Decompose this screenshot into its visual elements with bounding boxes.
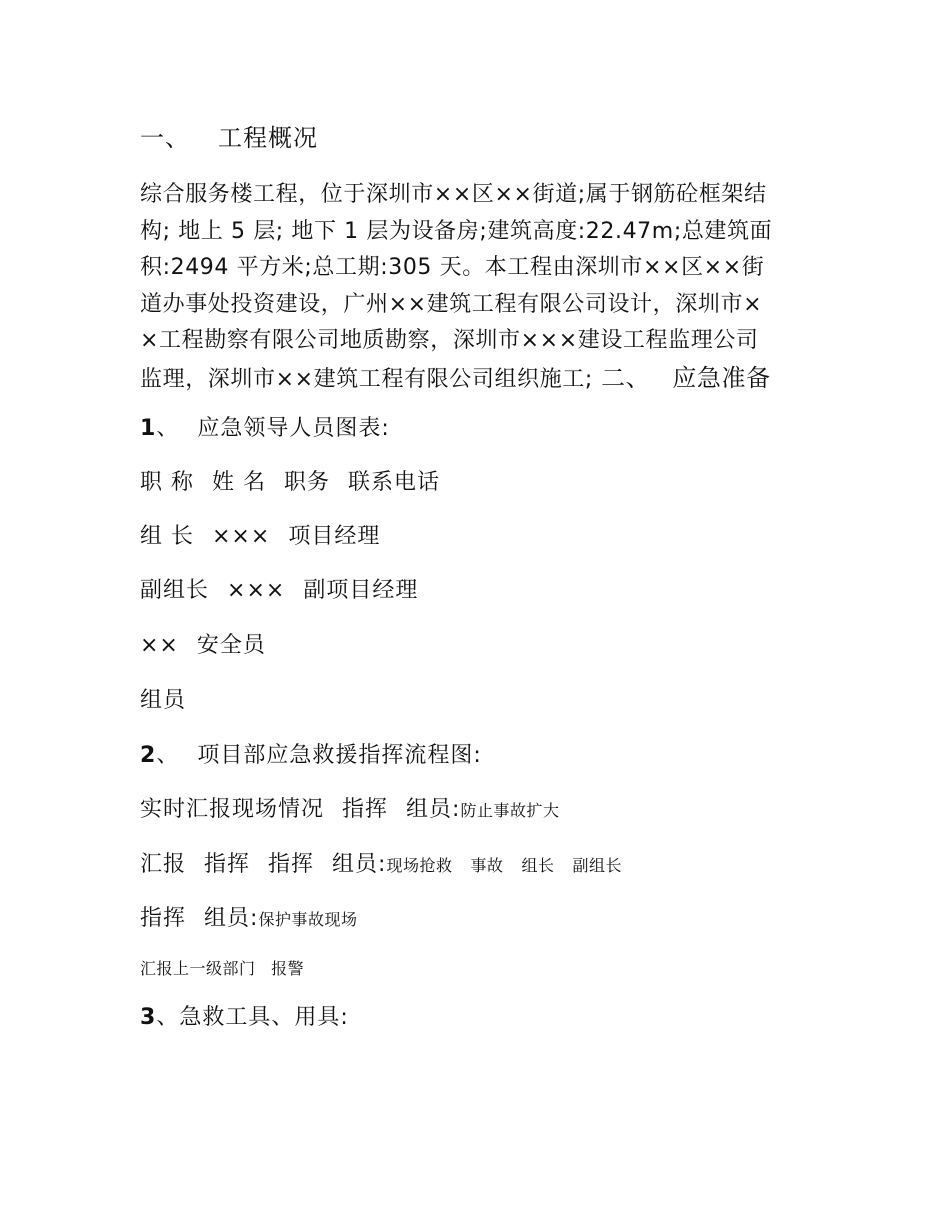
flow-small-text: 现场抢救 (386, 856, 453, 875)
section-number: 二、 (601, 363, 651, 392)
table-row (140, 576, 418, 606)
row-title: 副组长 (140, 578, 210, 603)
flow-text: 组员: (204, 906, 259, 931)
flow-line (140, 850, 622, 881)
section-heading-1 (140, 123, 318, 153)
paragraph-line: ×工程勘察有限公司地质勘察，深圳市×××建设工程监理公司 (140, 328, 759, 353)
flow-small-text: 组长 (521, 856, 555, 875)
item-heading-2 (140, 741, 482, 771)
row-title: 组 长 (140, 524, 194, 549)
item-title: 、急救工具、用具: (156, 1005, 349, 1030)
flow-line (140, 795, 559, 826)
table-row (140, 522, 380, 552)
flow-small-text: 汇报上一级部门 (140, 959, 256, 978)
header-phone: 联系电话 (348, 470, 441, 495)
flow-text: 指挥 (342, 797, 389, 822)
row-name: ××× (212, 524, 271, 549)
item-separator: 、 (156, 743, 180, 768)
section-number: 一、 (140, 124, 190, 152)
flow-small-text: 报警 (271, 959, 305, 978)
section-title: 工程概况 (218, 124, 318, 152)
row-duty: 安全员 (196, 633, 266, 658)
item-heading-3 (140, 1003, 349, 1033)
section-heading-2 (593, 364, 771, 392)
paragraph-line: 积:2494 平方米;总工期:305 天。本工程由深圳市××区××街 (140, 255, 765, 280)
header-name: 姓 名 (212, 470, 266, 495)
item-heading-1 (140, 414, 390, 444)
item-number: 3 (140, 1005, 157, 1030)
flow-small-text: 副组长 (572, 856, 623, 875)
flow-text: 指挥 (268, 852, 315, 877)
paragraph-text: 监理，深圳市××建筑工程有限公司组织施工; (140, 366, 593, 392)
flow-text: 组员: (332, 852, 387, 877)
row-duty: 项目经理 (288, 524, 381, 549)
flow-text: 汇报 (140, 852, 187, 877)
paragraph-line (140, 360, 820, 399)
table-header-row (140, 468, 440, 498)
row-duty: 副项目经理 (303, 578, 419, 603)
flow-small-text: 事故 (470, 856, 504, 875)
paragraph-line: 综合服务楼工程，位于深圳市××区××街道;属于钢筋砼框架结 (140, 182, 767, 207)
paragraph-line: 道办事处投资建设，广州××建筑工程有限公司设计，深圳市× (140, 291, 763, 317)
item-number: 2 (140, 743, 157, 768)
row-name: ××× (227, 578, 286, 603)
row-title: ×× (140, 633, 179, 658)
item-number: 1 (140, 416, 157, 441)
item-separator: 、 (156, 416, 180, 441)
header-duty: 职务 (284, 470, 331, 495)
flow-line (140, 954, 304, 984)
paragraph-line: 构; 地上 5 层; 地下 1 层为设备房;建筑高度:22.47m;总建筑面 (140, 218, 773, 244)
flow-text: 指挥 (140, 906, 187, 931)
item-title: 应急领导人员图表: (197, 416, 390, 441)
section-title: 应急准备 (672, 363, 771, 392)
row-title: 组员 (140, 688, 187, 713)
table-row (140, 686, 186, 716)
header-title: 职 称 (140, 470, 194, 495)
overview-paragraph (140, 177, 820, 398)
flow-small-text: 防止事故扩大 (460, 801, 560, 820)
item-title: 项目部应急救援指挥流程图: (197, 743, 482, 768)
flow-text: 实时汇报现场情况 (140, 797, 325, 822)
flow-line (140, 904, 357, 935)
table-row (140, 631, 266, 661)
flow-text: 组员: (406, 797, 461, 822)
flow-small-text: 保护事故现场 (258, 910, 358, 929)
flow-text: 指挥 (204, 852, 251, 877)
